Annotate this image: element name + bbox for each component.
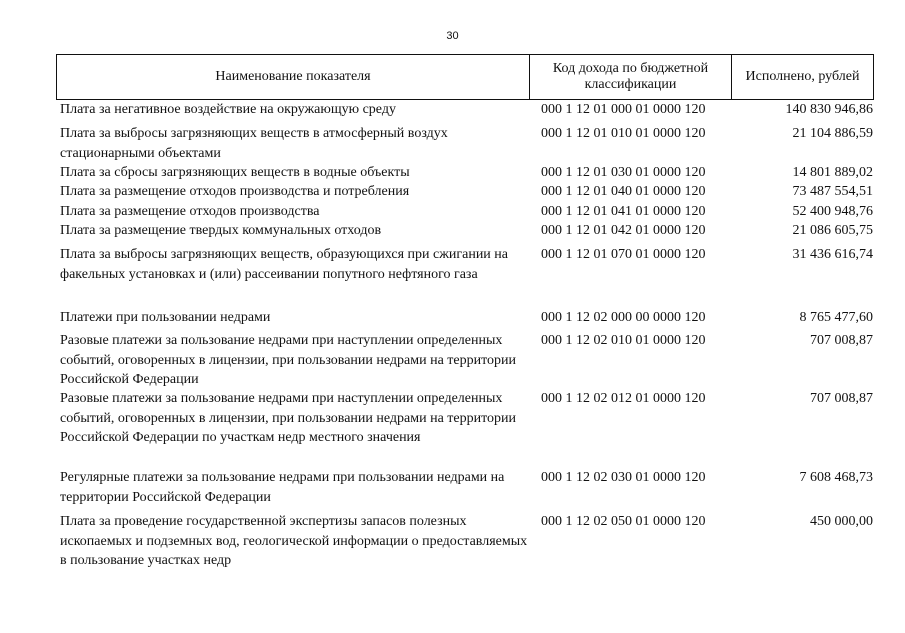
row-value: 14 801 889,02 [792, 165, 873, 180]
header-code: Код дохода по бюджетной классификации [530, 55, 732, 99]
header-executed: Исполнено, рублей [745, 69, 860, 84]
row-name: Плата за выбросы загрязняющих веществ, образующихся при сжигании на факельных установках и (или) рассеивании попутного нефтяного газа [60, 247, 509, 282]
row-value: 8 765 477,60 [799, 310, 873, 325]
row-name: Плата за проведение государственной экспертизы запасов полезных ископаемых и подземных вод, геологической информации о предоставляемых в пользование участках недр [60, 514, 528, 568]
row-value: 21 086 605,75 [792, 223, 873, 238]
row-name: Плата за выбросы загрязняющих веществ в атмосферный воздух стационарными объектами [60, 126, 448, 161]
row-value: 707 008,87 [810, 333, 873, 348]
row-value: 21 104 886,59 [792, 126, 873, 141]
row-code: 000 1 12 02 012 01 0000 120 [541, 391, 706, 406]
row-code: 000 1 12 01 030 01 0000 120 [541, 165, 706, 180]
row-code: 000 1 12 01 041 01 0000 120 [541, 204, 706, 219]
row-name: Плата за негативное воздействие на окружающую среду [60, 102, 396, 117]
row-name: Плата за размещение твердых коммунальных отходов [60, 223, 382, 238]
row-name: Регулярные платежи за пользование недрами при пользовании недрами на территории Российской Федерации [60, 470, 505, 505]
row-value: 707 008,87 [810, 391, 873, 406]
row-code: 000 1 12 01 000 01 0000 120 [541, 102, 706, 117]
row-value: 52 400 948,76 [792, 204, 873, 219]
table-header [56, 54, 874, 100]
row-name: Разовые платежи за пользование недрами при наступлении определенных событий, оговоренных в лицензии, при пользовании недрами на территории Российской Федерации [60, 333, 517, 387]
row-value: 450 000,00 [810, 514, 873, 529]
header-name: Наименование показателя [57, 55, 530, 99]
row-code: 000 1 12 01 010 01 0000 120 [541, 126, 706, 141]
row-code: 000 1 12 02 050 01 0000 120 [541, 514, 706, 529]
row-value: 7 608 468,73 [799, 470, 873, 485]
row-code: 000 1 12 02 030 01 0000 120 [541, 470, 706, 485]
row-code: 000 1 12 02 010 01 0000 120 [541, 333, 706, 348]
row-code: 000 1 12 01 042 01 0000 120 [541, 223, 706, 238]
page-number: 30 [446, 30, 459, 42]
row-name: Разовые платежи за пользование недрами при наступлении определенных событий, оговоренных в лицензии, при пользовании недрами на территории Российской Федерации по участкам недр местного значения [60, 391, 517, 445]
row-value: 73 487 554,51 [792, 184, 873, 199]
row-name: Плата за размещение отходов производства [60, 204, 320, 219]
row-code: 000 1 12 02 000 00 0000 120 [541, 310, 706, 325]
row-name: Платежи при пользовании недрами [60, 310, 271, 325]
row-code: 000 1 12 01 040 01 0000 120 [541, 184, 706, 199]
row-value: 31 436 616,74 [792, 247, 873, 262]
row-code: 000 1 12 01 070 01 0000 120 [541, 247, 706, 262]
row-name: Плата за размещение отходов производства и потребления [60, 184, 410, 199]
row-value: 140 830 946,86 [785, 102, 873, 117]
row-name: Плата за сбросы загрязняющих веществ в водные объекты [60, 165, 410, 180]
